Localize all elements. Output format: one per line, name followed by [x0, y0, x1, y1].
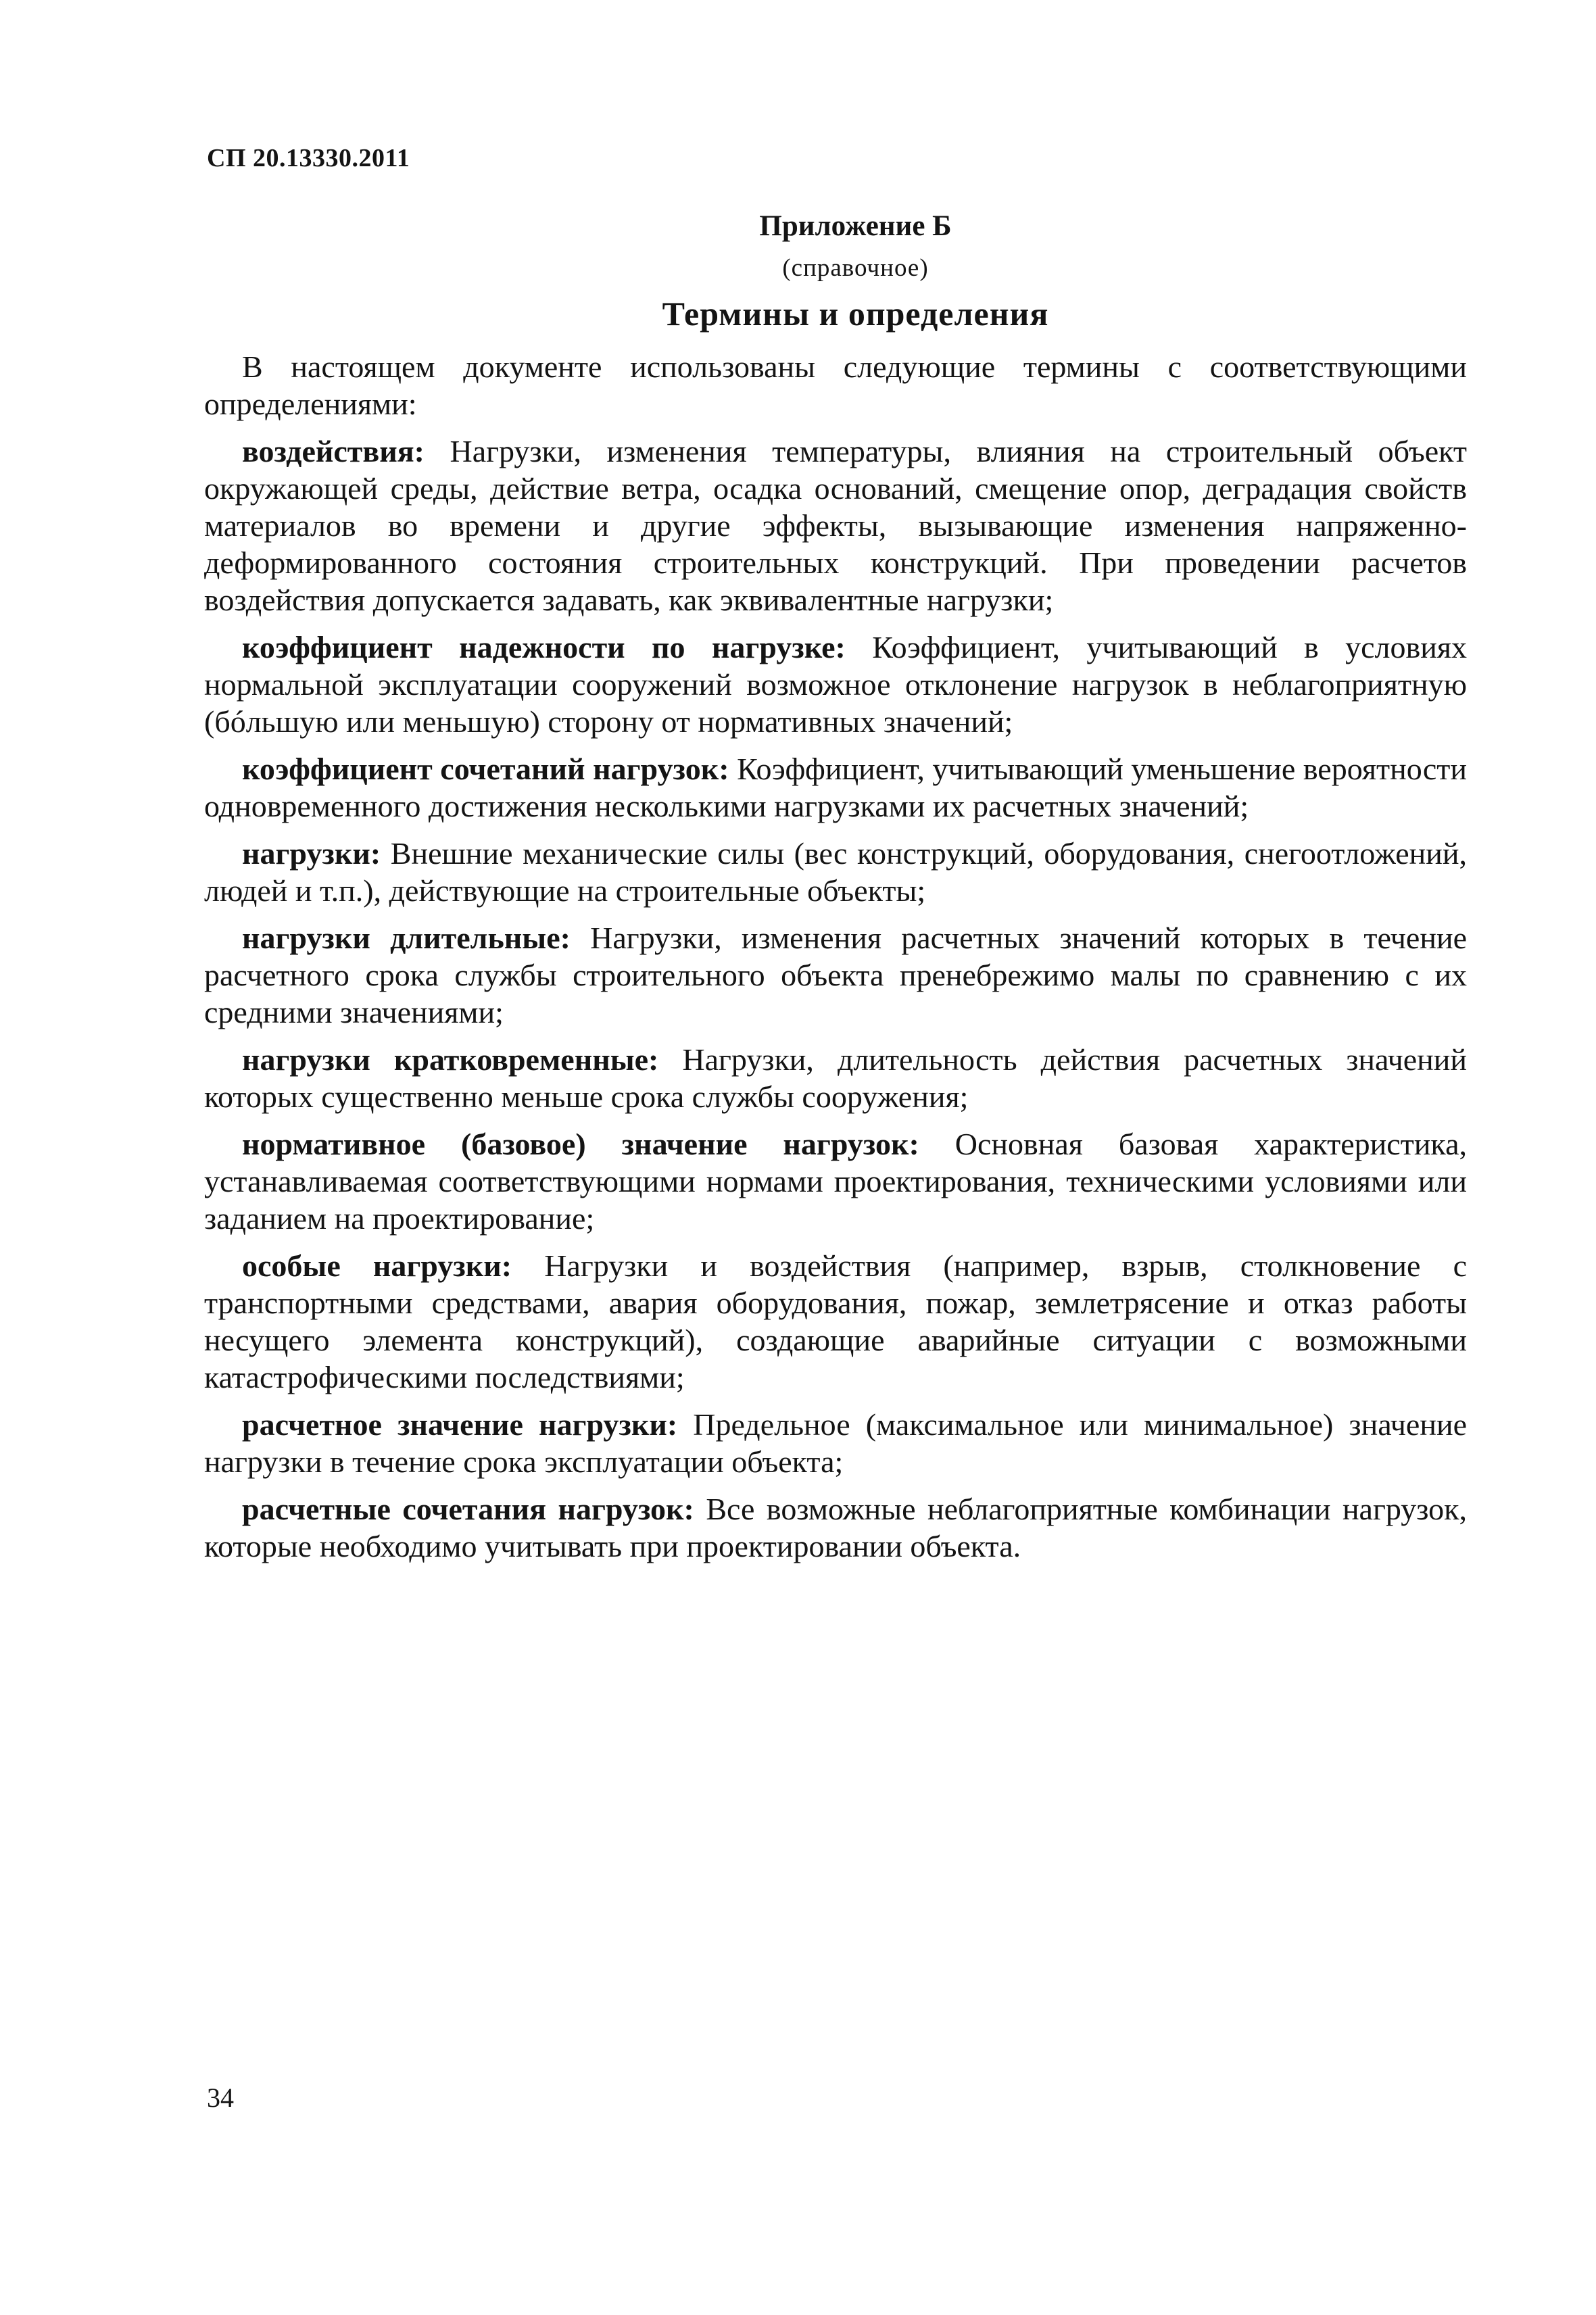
document-code: СП 20.13330.2011 [207, 144, 410, 172]
term-definition: Коэффициент, учитывающий в условиях нормальной эксплуатации сооружений возможное отклонение нагрузок в неблагоприятную (бóльшую или меньшую) сторону от нормативных значений; [204, 630, 1467, 739]
term-definition: Нагрузки, изменения температуры, влияния на строительный объект окружающей среды, действие ветра, осадка оснований, смещение опор, деградация свойств материалов во времени и другие эффекты, вызывающие изменения напряженно-деформированного состояния строительных конструкций. При проведении расчетов воздействия допускается задавать, как эквивалентные нагрузки; [204, 434, 1467, 617]
terms-body [204, 348, 1467, 1575]
page-number: 34 [207, 2082, 234, 2113]
term-paragraph [204, 919, 1467, 1031]
term-name: воздействия: [242, 434, 425, 468]
term-name: нормативное (базовое) значение нагрузок: [242, 1127, 919, 1161]
intro-paragraph: В настоящем документе использованы следующие термины с соответствующими определениями: [204, 349, 1467, 421]
term-paragraph [204, 1247, 1467, 1396]
term-name: расчетное значение нагрузки: [242, 1407, 678, 1442]
term-definition: Основная базовая характеристика, устанавливаемая соответствующими нормами проектирования, техническими условиями или заданием на проектирование; [204, 1127, 1467, 1236]
term-paragraph [204, 750, 1467, 825]
term-definition: Внешние механические силы (вес конструкций, оборудования, снегоотложений, людей и т.п.), действующие на строительные объекты; [204, 836, 1467, 908]
term-name: расчетные сочетания нагрузок: [242, 1492, 694, 1526]
term-definition: Нагрузки, длительность действия расчетных значений которых существенно меньше срока службы сооружения; [204, 1042, 1467, 1114]
term-paragraph [204, 835, 1467, 909]
term-definition: Предельное (максимальное или минимальное) значение нагрузки в течение срока эксплуатации объекта; [204, 1407, 1467, 1479]
term-paragraph [204, 1406, 1467, 1480]
appendix-note: (справочное) [782, 254, 929, 282]
term-name: коэффициент сочетаний нагрузок: [242, 752, 729, 786]
appendix-title: Приложение Б [759, 210, 952, 242]
term-definition: Коэффициент, учитывающий уменьшение вероятности одновременного достижения несколькими нагрузками их расчетных значений; [204, 752, 1468, 823]
term-paragraph [204, 1490, 1467, 1565]
term-paragraph [204, 629, 1467, 740]
term-name: нагрузки: [242, 836, 381, 871]
term-definition: Нагрузки и воздействия (например, взрыв, столкновение с транспортными средствами, авария оборудования, пожар, землетрясение и отказ работы несущего элемента конструкций), создающие аварийные ситуации с возможными катастрофическими последствиями; [204, 1248, 1467, 1394]
term-name: нагрузки кратковременные: [242, 1042, 659, 1077]
term-paragraph [204, 1041, 1467, 1115]
term-name: нагрузки длительные: [242, 921, 571, 955]
term-name: особые нагрузки: [242, 1248, 512, 1283]
term-name: коэффициент надежности по нагрузке: [242, 630, 846, 664]
term-paragraph [204, 433, 1467, 618]
term-paragraph [204, 1125, 1467, 1237]
term-definition: Нагрузки, изменения расчетных значений которых в течение расчетного срока службы строительного объекта пренебрежимо малы по сравнению с их средними значениями; [204, 921, 1467, 1029]
term-definition: Все возможные неблагоприятные комбинации нагрузок, которые необходимо учитывать при проектировании объекта. [204, 1492, 1467, 1563]
section-heading: Термины и определения [662, 295, 1049, 333]
